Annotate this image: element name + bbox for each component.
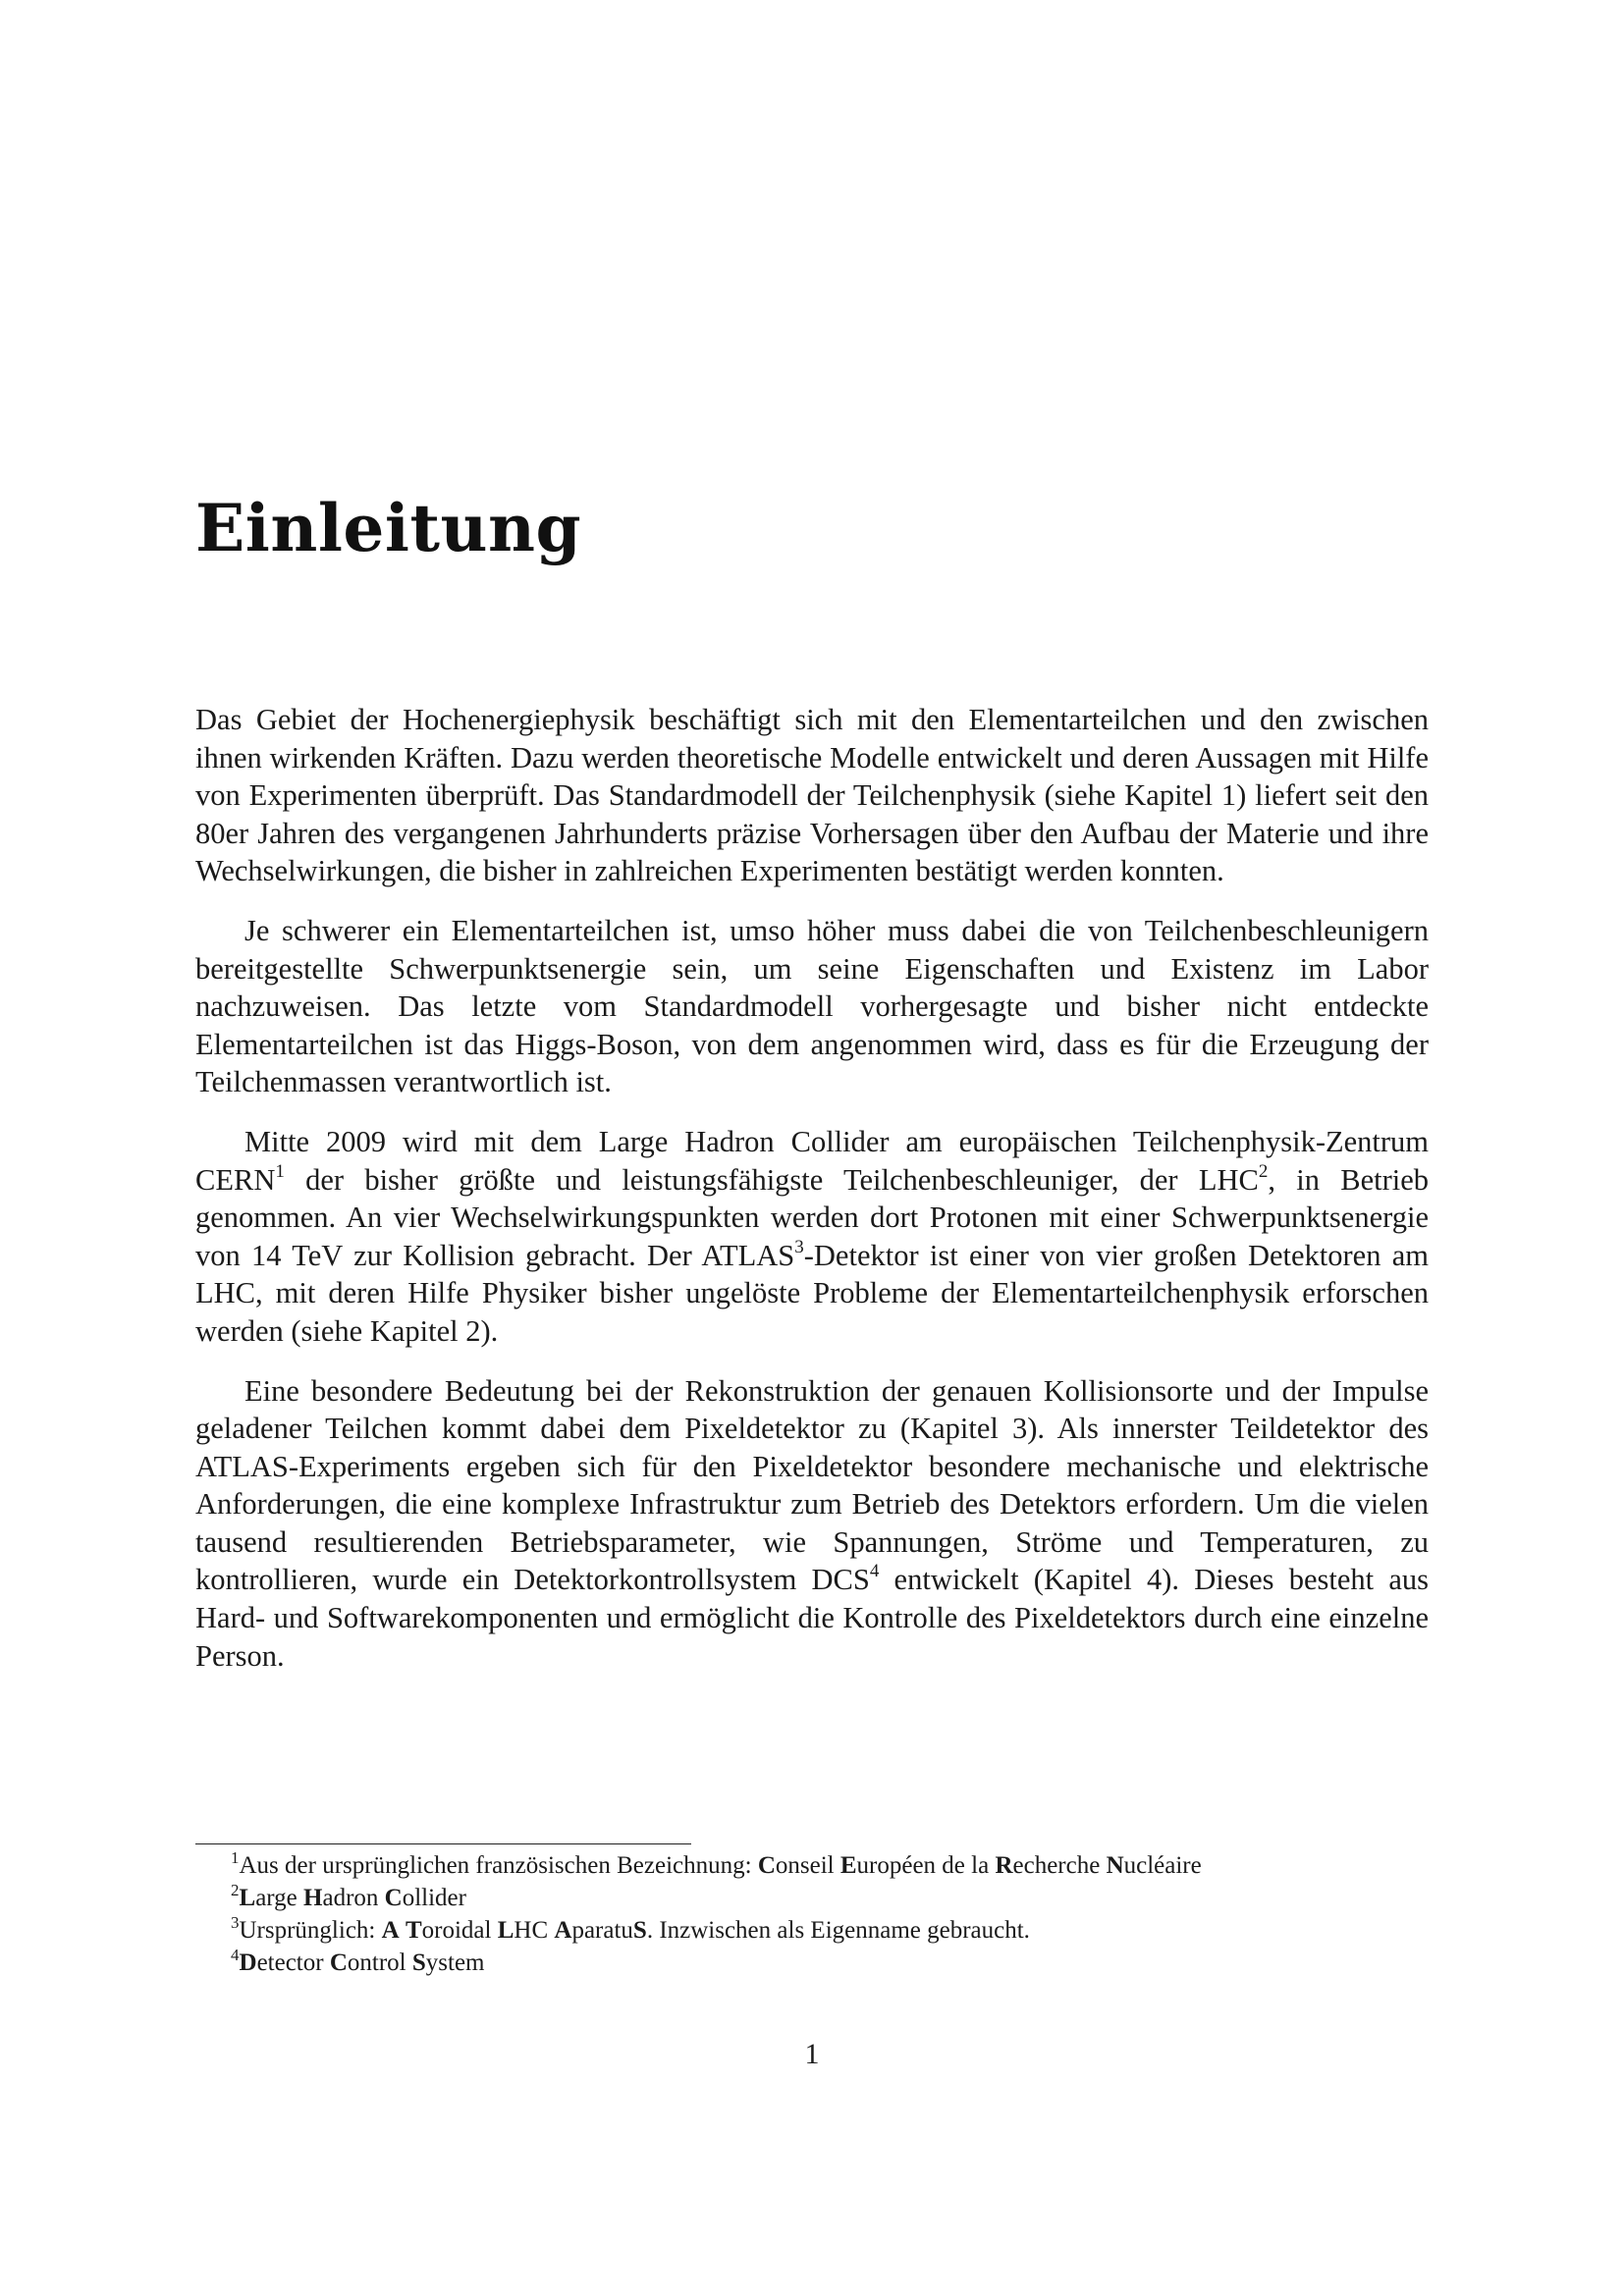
footnote-text: Ursprünglich: <box>239 1917 382 1944</box>
footnote-text: ollider <box>402 1885 466 1911</box>
footnote-text: . Inzwischen als Eigenname gebraucht. <box>646 1917 1030 1944</box>
footnote-text: HC <box>514 1917 555 1944</box>
acronym-letter: L <box>497 1917 514 1944</box>
footnote-mark: 4 <box>231 1946 240 1964</box>
footnote-3 <box>195 1914 1429 1947</box>
footnote-2 <box>195 1882 1429 1914</box>
footnote-text: arge <box>255 1885 304 1911</box>
footnote-1 <box>195 1849 1429 1882</box>
paragraph-2: Je schwerer ein Elementarteilchen ist, umso höher muss dabei die von Teilchenbeschleunigern bereitgestellte Schwerpunktsenergie sein, um seine Eigenschaften und Existenz im Labor nachzuweisen. Das letzte vom Standardmodell vorhergesagte und bisher nicht entdeckte Elementarteilchen ist das Higgs-Boson, von dem angenommen wird, dass es für die Erzeugung der Teilchenmassen verantwortlich ist. <box>195 913 1429 1099</box>
body-text <box>195 701 1429 1696</box>
footnote-ref-3: 3 <box>794 1236 804 1257</box>
footnote-4 <box>195 1947 1429 1979</box>
acronym-letter: C <box>329 1949 348 1976</box>
footnote-separator <box>195 1843 691 1844</box>
paragraph-3-text-d: -Detektor ist einer von vier großen Detektoren am LHC, mit deren Hilfe Physiker bisher ungelöste Probleme der Elementarteilchenphysik erforschen werden (siehe Kapitel 2). <box>195 1238 1429 1348</box>
footnote-text: adron <box>322 1885 385 1911</box>
acronym-letter: R <box>995 1852 1013 1879</box>
paragraph-3-text-a: Mitte 2009 wird mit dem Large Hadron Collider am europäischen Teilchenphysik-Zentrum CERN <box>195 1124 1429 1197</box>
paragraph-4-text-b: entwickelt (Kapitel 4). Dieses besteht aus Hard- und Softwarekomponenten und ermöglicht die Kontrolle des Pixeldetektors durch eine einzelne Person. <box>195 1563 1429 1673</box>
footnote-text: onseil <box>775 1852 840 1879</box>
footnote-text: uropéen de la <box>856 1852 996 1879</box>
acronym-letter: H <box>303 1885 323 1911</box>
footnote-mark: 1 <box>231 1848 240 1867</box>
page-number: 1 <box>804 2038 820 2070</box>
footnote-mark: 3 <box>231 1913 240 1932</box>
acronym-letter: D <box>239 1949 257 1976</box>
footnote-text: etector <box>256 1949 330 1976</box>
acronym-letter: L <box>239 1885 256 1911</box>
footnote-mark: 2 <box>231 1881 240 1899</box>
acronym-letter: C <box>757 1852 776 1879</box>
footnote-text: ucléaire <box>1123 1852 1202 1879</box>
paragraph-3-text-c: , in Betrieb genommen. An vier Wechselwirkungspunkten werden dort Protonen mit einer Schwerpunktsenergie von 14 TeV zur Kollision gebracht. Der ATLAS <box>195 1162 1429 1272</box>
footnote-text: echerche <box>1012 1852 1107 1879</box>
footnote-ref-1: 1 <box>275 1160 285 1182</box>
acronym-letter: A <box>381 1917 400 1944</box>
footnote-text: oroidal <box>421 1917 498 1944</box>
footnote-text: paratu <box>571 1917 633 1944</box>
acronym-letter: S <box>632 1917 647 1944</box>
acronym-letter: C <box>384 1885 403 1911</box>
footnote-text: ystem <box>425 1949 485 1976</box>
acronym-letter: A <box>554 1917 572 1944</box>
paragraph-3-text-b: der bisher größte und leistungsfähigste Teilchenbeschleuniger, der LHC <box>284 1162 1259 1197</box>
footnotes <box>195 1849 1429 1979</box>
acronym-letter: N <box>1106 1852 1124 1879</box>
paragraph-1: Das Gebiet der Hochenergiephysik beschäftigt sich mit den Elementarteilchen und den zwischen ihnen wirkenden Kräften. Dazu werden theoretische Modelle entwickelt und deren Aussagen mit Hilfe von Experimenten überprüft. Das Standardmodell der Teilchenphysik (siehe Kapitel 1) liefert seit den 80er Jahren des vergangenen Jahrhunderts präzise Vorhersagen über den Aufbau der Materie und ihre Wechselwirkungen, die bisher in zahlreichen Experimenten bestätigt werden konnten. <box>195 703 1429 888</box>
paragraph-4-text-a: Eine besondere Bedeutung bei der Rekonstruktion der genauen Kollisionsorte und der Impulse geladener Teilchen kommt dabei dem Pixeldetektor zu (Kapitel 3). Als innerster Teildetektor des ATLAS-Experiments ergeben sich für den Pixeldetektor besondere mechanische und elektrische Anforderungen, die eine komplexe Infrastruktur zum Betrieb des Detektors erfordern. Um die vielen tausend resultierenden Betriebsparameter, wie Spannungen, Ströme und Temperaturen, zu kontrollieren, wurde ein Detektorkontrollsystem DCS <box>195 1373 1429 1597</box>
acronym-letter: S <box>411 1949 426 1976</box>
footnote-text: Aus der ursprünglichen französischen Bezeichnung: <box>239 1852 758 1879</box>
paragraph-3 <box>195 1123 1429 1351</box>
footnote-ref-4: 4 <box>869 1561 880 1582</box>
chapter-title: Einleitung <box>195 490 582 566</box>
footnote-text: ontrol <box>347 1949 412 1976</box>
acronym-letter: T <box>405 1917 422 1944</box>
acronym-letter: E <box>839 1852 857 1879</box>
paragraph-4 <box>195 1372 1429 1676</box>
footnote-ref-2: 2 <box>1258 1160 1269 1182</box>
